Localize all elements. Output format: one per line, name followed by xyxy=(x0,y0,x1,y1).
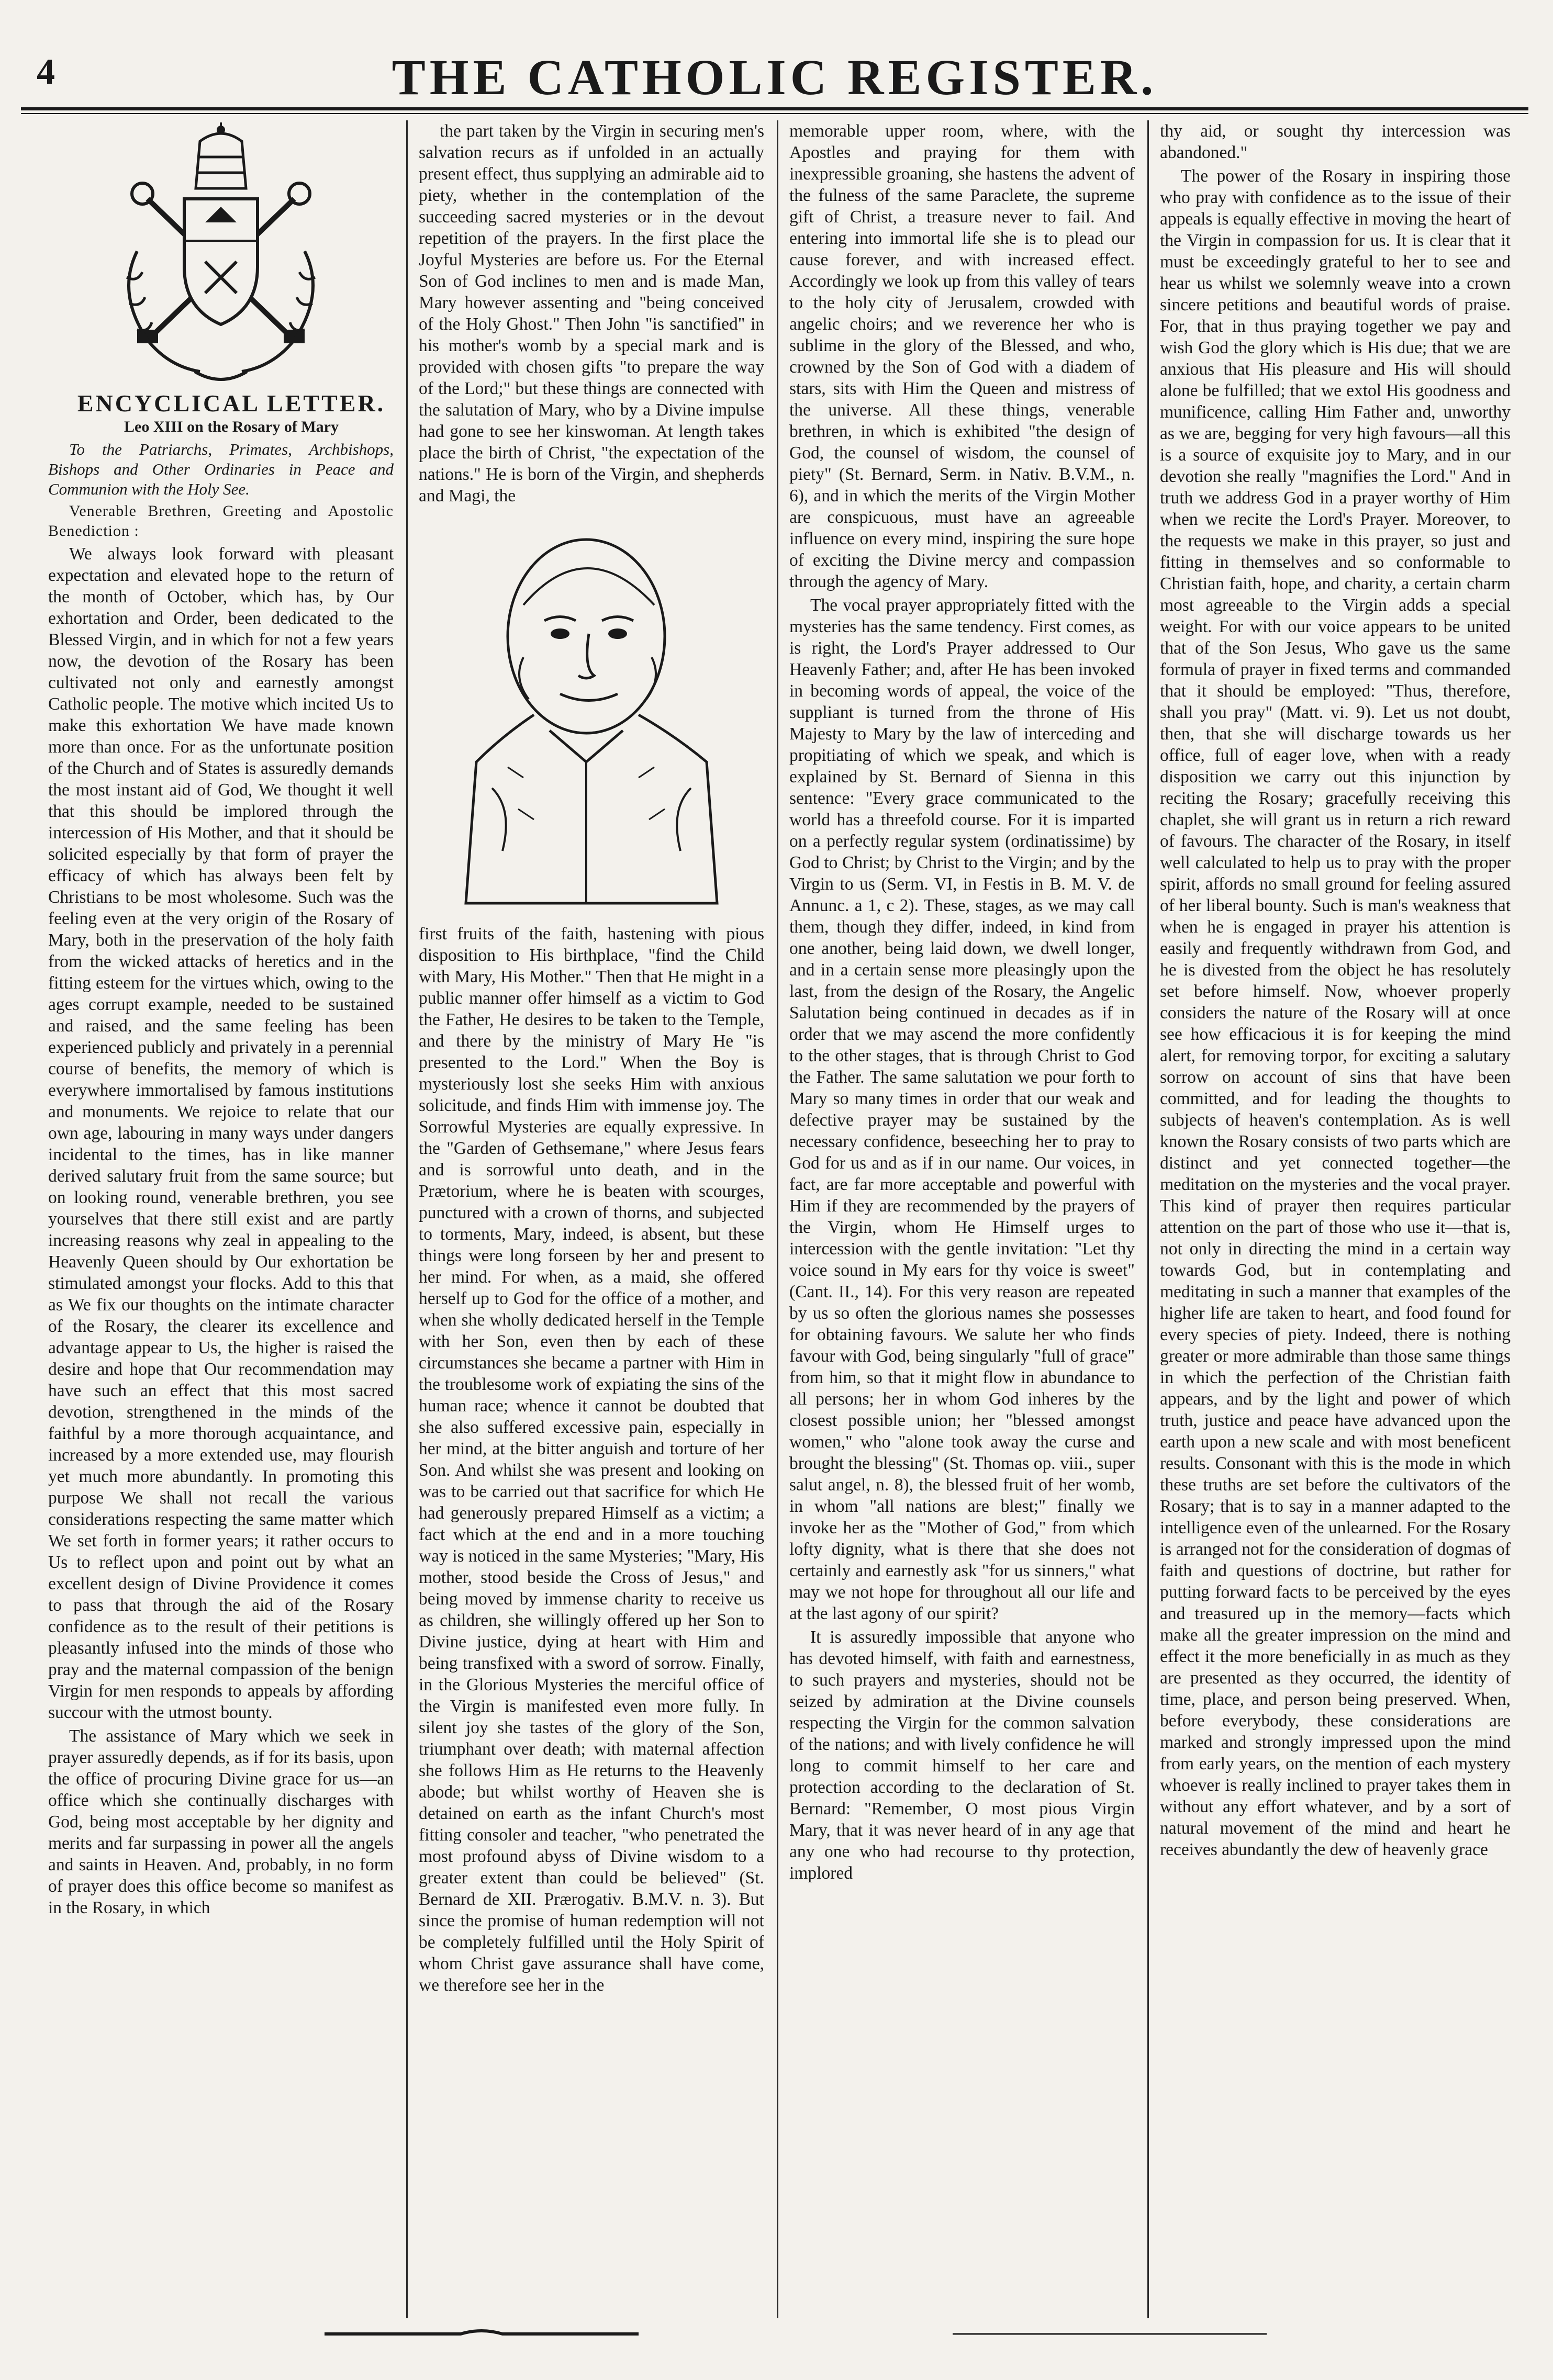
column-2 xyxy=(419,120,764,2318)
paragraph: thy aid, or sought thy intercession was abandoned." xyxy=(1160,121,1511,162)
column-3 xyxy=(789,120,1135,2318)
column-1 xyxy=(48,120,394,2318)
column-divider xyxy=(777,120,778,2318)
portrait-of-leo-xiii-illustration xyxy=(445,516,738,914)
paragraph: first fruits of the faith, hastening with pious disposition to His birthplace, "find the Child with Mary, His Mother." Then that He might in a public manner offer himself as a victim to God the Father, He desires to be taken to the Temple, and there by the ministry of Mary He "is presented to the Lord." When the Boy is mysteriously lost she seeks Him with anxious solicitude, and finds Him with immense joy. The Sorrowful Mysteries are equally expressive. In the "Garden of Gethsemane," where Jesus fears and is sorrowful unto death, and in the Prætorium, where he is beaten with scourges, punctured with a crown of thorns, and subjected to torments, Mary, indeed, is absent, but these things were long forseen by her and present to her mind. For when, as a maid, she offered herself up to God for the office of a mother, and when she wholly dedicated herself in the Temple with her Son, even then by each of these circumstances she became a partner with Him in the troublesome work of expiating the sins of the human race; whence it cannot be doubted that she also suffered excessive pain, especially in her mind, at the bitter anguish and torture of her Son. And whilst she was present and looking on was to be carried out that sacrifice for which He had generously prepared Himself as a victim; a fact which at the end and in a more touching way is noticed in the same Mysteries; "Mary, His mother, stood beside the Cross of Jesus," and being moved by immense charity to receive us as children, she willingly offered up her Son to Divine justice, dying at heart with Him and being transfixed with a sword of sorrow. Finally, in the Glorious Mysteries the merciful office of the Virgin is manifested even more fully. In silent joy she tastes of the glory of the Son, triumphant over death; with maternal affection she follows Him as He returns to the Heavenly abode; but whilst worthy of Heaven she is detained on earth as the infant Church's most fitting consoler and teacher, "who penetrated the most profound abyss of Divine wisdom to a greater extent than could be believed" (St. Bernard de XII. Prærogativ. B.M.V. n. 3). But since the promise of human redemption will not be completely fulfilled until the Holy Spirit of whom Christ gave assurance shall have come, we therefore see her in the xyxy=(419,924,764,1995)
paragraph: It is assuredly impossible that anyone who has devoted himself, with faith and earnestness, to such prayers and mysteries, should not be seized by admiration at the Divine counsels respecting the Virgin for the common salvation of the nations; and with lively confidence he will long to commit himself to her care and protection according to the declaration of St. Bernard: "Remember, O most pious Virgin Mary, that it was never heard of in any age that any one who had recourse to thy protection, implored xyxy=(789,1627,1135,1883)
paragraph: The power of the Rosary in inspiring those who pray with confidence as to the issue of their appeals is equally effective in moving the heart of the Virgin in compassion for us. It is clear that it must be exceedingly grateful to her to see and hear us whilst we solemnly weave into a crown sincere petitions and beautiful words of praise. For, that in thus praying together we pay and wish God the glory which is His due; that we are anxious that His pleasure and His will should alone be fulfilled; that we extol His goodness and munificence, calling Him Father and, unworthy as we are, begging for very high favours—all this is a source of exquisite joy to Mary, and in our devotion she really "magnifies the Lord." And in truth we address God in a prayer worthy of Him when we recite the Lord's Prayer. Moreover, to the requests we make in this prayer, so just and fitting in themselves and so conformable to Christian faith, hope, and charity, a certain charm most agreeable to the Virgin adds a special weight. For with our voice appears to be united that of the Son Jesus, Who gave us the same formula of prayer in fixed terms and commanded that it should be employed: "Thus, therefore, shall you pray" (Matt. vi. 9). Let us not doubt, then, that she will discharge towards us her office, full of eager love, when with a ready disposition we carry out this injunction by reciting the Rosary; gracefully receiving this chaplet, she will grant us in return a rich reward of favours. The character of the Rosary, in itself well calculated to help us to pray with the proper spirit, affords no small ground for feeling assured of her liberal bounty. Such is man's weakness that when he is engaged in prayer his attention is easily and frequently withdrawn from God, and he is divested from the object he has resolutely set before himself. Now, whoever properly considers the nature of the Rosary will at once see how efficacious it is for keeping the mind alert, for removing torpor, for exciting a salutary sorrow on account of sins that have been committed, and for leading the thoughts to subjects of heaven's contemplation. As is well known the Rosary consists of two parts which are distinct and yet connected together—the meditation on the mysteries and the vocal prayer. This kind of prayer then requires particular attention on the part of those who use it—that is, not only in directing the mind in a certain way towards God, but in contemplating and meditating in such a manner that examples of the higher life are taken to heart, and food found for every species of piety. Indeed, there is nothing greater or more admirable than those same things in which the perfection of the Christian faith appears, and by the light and power of which truth, justice and peace have advanced upon the earth upon a new scale and with most beneficent results. Consonant with this is the mode in which these truths are set before the cultivators of the Rosary; that is to say in a manner adapted to the intelligence even of the unlearned. For the Rosary is arranged not for the consideration of dogmas of faith and questions of doctrine, but rather for putting forward facts to be perceived by the eyes and treasured up in the memory—facts which make all the greater impression on the mind and effect it the more beneficially in as much as they are presented as they occurred, the identity of time, place, and person being preserved. When, before everybody, these considerations are marked and strongly impressed upon the mind from early years, on the mention of each mystery whoever is really inclined to prayer takes them in without any effort whatever, and by a sort of natural movement of the mind and heart he receives abundantly the dew of heavenly grace xyxy=(1160,166,1511,1859)
page-number: 4 xyxy=(37,52,55,92)
papal-coat-of-arms-illustration xyxy=(106,120,336,392)
paragraph: The vocal prayer appropriately fitted with the mysteries has the same tendency. First comes, as is right, the Lord's Prayer addressed to Our Heavenly Father; and, after He has been invoked in becoming words of appeal, the voice of the suppliant is turned from the throne of His Majesty to Mary by the law of interceding and propitiating of which we speak, and which is explained by St. Bernard of Sienna in this sentence: "Every grace communicated to the world has a threefold course. For it is imparted on a perfectly regular system (ordinatissime) by God to Christ; by Christ to the Virgin; and by the Virgin to us (Serm. VI, in Festis in B. M. V. de Annunc. a 1, c 2). These, stages, as we may call them, though they differ, indeed, in kind from one another, being laid down, we dwell longer, and in a certain sense more pleasingly upon the last, from the design of the Rosary, the Angelic Salutation being continued in decades as if in order that we may ascend the more confidently to the other stages, that is through Christ to God the Father. The same salutation we pour forth to Mary so many times in order that our weak and defective prayer may be sustained by the necessary confidence, beseeching her to pray to God for us and as if in our name. Our voices, in fact, are far more acceptable and powerful with Him if they are recommended by the prayers of the Virgin, whom He Himself urges to intercession with the gentle invitation: "Let thy voice sound in My ears for thy voice is sweet" (Cant. II., 14). For this very reason are repeated by us so often the glorious names she possesses for obtaining favours. We salute her who finds favour with God, being singularly "full of grace" from him, so that it might flow in abundance to all persons; her in whom God inheres by the closest possible union; her "blessed amongst women," who "alone took away the curse and brought the blessing" (St. Thomas op. viii., super salut angel, n. 8), the blessed fruit of her womb, in whom "all nations are blest;" finally we invoke her as the "Mother of God," from which lofty dignity, what is there that she does not certainly and earnestly ask "for us sinners," what may we not hope for throughout all our life and at the last agony of our spirit? xyxy=(789,596,1135,1623)
masthead-rule-thin xyxy=(21,113,1528,114)
paragraph: the part taken by the Virgin in securing men's salvation recurs as if unfolded in an actually present effect, thus supplying an admirable aid to piety, whether in the contemplation of the succeeding sacred mysteries or in the devout repetition of the prayers. In the first place the Joyful Mysteries are before us. For the Eternal Son of God inclines to men and is made Man, Mary however assenting and "being conceived of the Holy Ghost." Then John "is sanctified" in his mother's womb by a special mark and is provided with chosen gifts "to prepare the way of the Lord;" but these things are connected with the salutation of Mary, who by a Divine impulse had gone to see her kinswoman. At length takes place the birth of Christ, "the expectation of the nations." He is born of the Virgin, and shepherds and Magi, the xyxy=(419,121,764,506)
column-divider xyxy=(406,120,408,2318)
paragraph: memorable upper room, where, with the Apostles and praying for them with inexpressible groaning, she hastens the advent of the fulness of the same Paraclete, the supreme gift of Christ, a treasure never to fail. And entering into immortal life she is to plead our cause forever, and with increased effect. Accordingly we look up from this valley of tears to the holy city of Jerusalem, crowded with angelic choirs; and we reverence her who is sublime in the glory of the Blessed, and who, crowned by the Son of God with a diadem of stars, sits with Him the Queen and mistress of the universe. All these things, venerable brethren, in which is exhibited "the design of God, the counsel of wisdom, the counsel of piety" (St. Bernard, Serm. in Nativ. B.V.M., n. 6), and in which the merits of the Virgin Mother are conspicuous, must have an agreeable influence on every mind, inspiring the sure hope of exciting the Divine mercy and compassion through the agency of Mary. xyxy=(789,121,1135,591)
article-greeting: Venerable Brethren, Greeting and Apostolic Benediction : xyxy=(48,502,394,540)
masthead xyxy=(21,46,1528,104)
article-address: To the Patriarchs, Primates, Archbishops, Bishops and Other Ordinaries in Peace and Communion with the Holy See. xyxy=(48,440,394,498)
masthead-rule xyxy=(21,107,1528,110)
article-subtitle: Leo XIII on the Rosary of Mary xyxy=(124,418,339,435)
article-title: ENCYCLICAL LETTER. xyxy=(77,390,386,417)
column-divider xyxy=(1147,120,1149,2318)
paragraph: The assistance of Mary which we seek in prayer assuredly depends, as if for its basis, upon the office of procuring Divine grace for us—an office which she continually discharges with God, being most acceptable by her dignity and merits and far surpassing in power all the angels and saints in Heaven. And, probably, in no form of prayer does this office become so manifest as in the Rosary, in which xyxy=(48,1726,394,1917)
page-bottom-ornament xyxy=(325,2323,1267,2344)
paragraph: We always look forward with pleasant expectation and elevated hope to the return of the month of October, which has, by Our exhortation and Order, been dedicated to the Blessed Virgin, and in which for not a few years now, the devotion of the Rosary has been cultivated not only and earnestly amongst Catholic people. The motive which incited Us to make this exhortation We have made known more than once. For as the unfortunate position of the Church and of States is assuredly demands the most instant aid of God, We thought it well that this should be implored through the intercession of His Mother, and that it should be solicited especially by that form of prayer the efficacy of which has always been felt by Christians to be most wholesome. Such was the feeling even at the very origin of the Rosary of Mary, both in the preservation of the holy faith from the wicked attacks of heretics and in the fitting esteem for the virtues which, owing to the ages corrupt example, needed to be sustained and raised, and the same feeling has been experienced publicly and privately in a perennial course of benefits, the memory of which is everywhere immortalised by famous institutions and monuments. We rejoice to relate that our own age, labouring in many ways under dangers incidental to the times, has in like manner derived salutary fruit from the same source; but on looking round, venerable brethren, you see yourselves that there still exist and are partly increasing reasons why zeal in appealing to the Heavenly Queen should by Our exhortation be stimulated amongst your flocks. Add to this that as We fix our thoughts on the intimate character of the Rosary, the clearer its excellence and advantage appear to Us, the higher is raised the desire and hope that Our recommendation may have such an effect that this most sacred devotion, strengthened in the minds of the faithful by a more thorough acquaintance, and increased by a more extended use, may flourish yet much more abundantly. In promoting this purpose We shall not recall the various considerations respecting the same matter which We set forth in former years; it rather occurs to Us to reflect upon and point out by what an excellent design of Divine Providence it comes to pass that through the aid of the Rosary confidence as to the result of their petitions is pleasantly infused into the minds of those who pray and the maternal compassion of the benign Virgin for men responds to appeals by affording succour with the utmost bounty. xyxy=(48,544,394,1722)
column-4 xyxy=(1160,120,1511,2318)
newspaper-title: THE CATHOLIC REGISTER. xyxy=(392,49,1158,105)
